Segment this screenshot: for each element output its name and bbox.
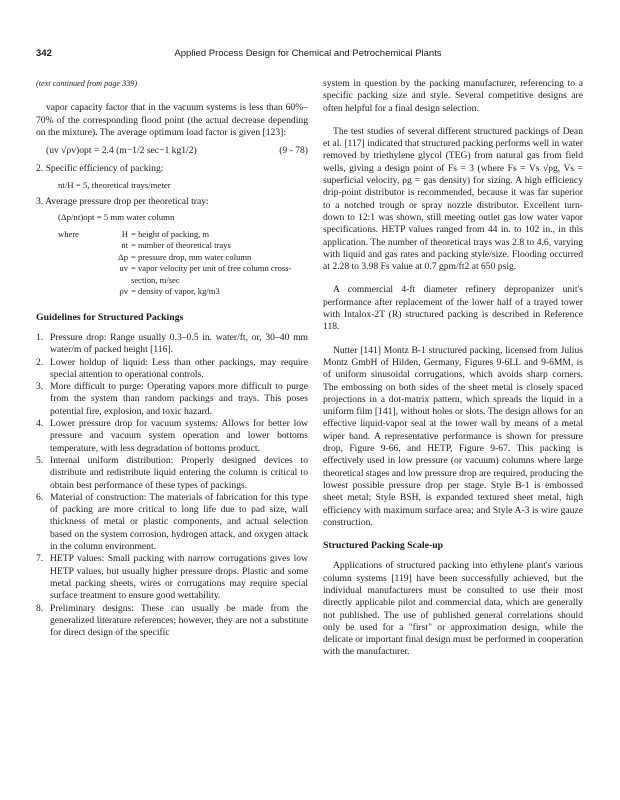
guideline-item: 7. HETP values: Small packing with narrow corrugations gives low HETP values, but usually higher pressure drops. Plastic and some metal packing sheets, wires or corrugations may require special surface treatment to ensure good wettability.: [36, 553, 308, 602]
guideline-item: 1. Pressure drop: Range usually 0.3–0.5 in. water/ft, or, 30–40 mm water/m of packed height [116].: [36, 331, 308, 356]
guideline-item: 2. Lower holdup of liquid: Less than other packings, may require special attention to operational controls.: [36, 356, 308, 380]
definition-row: ρv = density of vapor, kg/m3: [119, 286, 220, 297]
equation-9-78: [36, 145, 308, 157]
spec-item-2-text: 2. Specific efficiency of packing:: [36, 163, 164, 175]
guidelines-list: [36, 332, 308, 639]
definition-row: Δp = pressure drop, mm water column: [118, 251, 252, 262]
page-number: 342: [36, 48, 52, 59]
paragraph-depropanizer: A commercial 4-ft diameter refinery depropanizer unit's performance after replacement of the lower half of a trayed tower with Intalox-2T (R) structured packing is described in Reference 118.: [323, 284, 583, 333]
page-header: [36, 48, 580, 62]
spec-item-2-formula: nt/H = 5, theoretical trays/meter: [58, 179, 171, 190]
guidelines-heading: Guidelines for Structured Packings: [36, 311, 184, 323]
spec-item-3-formula: (Δp/nt)opt = 5 mm water column: [58, 212, 175, 223]
paragraph-continued: system in question by the packing manufacturer, referencing to a specific packing size and style. Several competitive designs are often helpful for a final design selection.: [323, 78, 583, 114]
guideline-item: 4. Lower pressure drop for vacuum systems: Allows for better low pressure and vacuum system operation and lower bottoms temperature, with less degradation of bottoms product.: [36, 418, 308, 454]
spec-item-3-text: 3. Average pressure drop per theoretical tray:: [36, 196, 209, 208]
spec-item-2: [36, 163, 308, 191]
guideline-item: 5. Internal uniform distribution: Properly designed devices to distribute and redistribute liquid entering the column is critical to obtain best performance of these types of packings.: [36, 454, 308, 491]
paragraph-montz: Nutter [141] Montz B-1 structured packing, licensed from Julius Montz GmbH of Hilden, Germany, Figures 9-6LL and 9-6MM, is of uniform sinusoidal corrugations, which avoids sharp corners. The embossing on both sides of the sheet metal is closely spaced projections in a dot-matrix pattern, which spreads the liquid in a uniform film [141], without holes or slots. The design allows for an effective liquid-vapor seal at the tower wall by means of a metal wiper band. A representative performance is shown for pressure drop, Figure 9-66, and HETP, Figure 9-67. This packing is effectively used in low pressure (or vacuum) columns where large theoretical stages and low pressure drop are required, producing the lowest possible pressure drop per stage. Style B-1 is embossed sheet metal; Style BSH, is expanded textured sheet metal, high efficiency with maximum surface area; and Style A-3 is wire gauze construction.: [323, 344, 584, 528]
guideline-item: 3. More difficult to purge: Operating vapors more difficult to purge from the system than random packings and trays. This poses potential fire, explosion, and toxic hazard.: [36, 381, 308, 417]
variable-definitions: [36, 229, 308, 298]
definition-row: nt = number of theoretical trays: [121, 240, 231, 251]
definition-row: uv = vapor velocity per unit of free column cross-section, m/sec: [119, 263, 292, 285]
guideline-item: 8. Preliminary designs: These can usually be made from the generalized literature references; however, they are not a substitute for direct design of the specific: [36, 602, 308, 639]
spec-item-3: [36, 196, 308, 224]
guideline-item: 6. Material of construction: The materials of fabrication for this type of packing are more critical to long life due to pad size, wall thickness of metal or plastic components, and actual selection based on the system corrosion, hydrogen attack, and oxygen attack in the column environment.: [36, 491, 308, 553]
paragraph-dean-study: The test studies of several different structured packings of Dean et al. [117] indicated that structured packing performs well in water removed by triethylene glycol (TEG) from natural gas from field wells, giving a design point of Fs = 3 (where Fs = Vs √ρg, Vs = superficial velocity, ρg = gas density) for sizing. A high efficiency drip-point distributor is recommended, because it was far superior to a notched trough or spray nozzle distributor. Excellent turn-down to 12:1 was shown, still meeting outlet gas low water vapor specifications. HETP values ranged from 44 in. to 102 in., in this application. The number of theoretical trays was 2.8 to 4.6, varying with liquid and gas rates and packing style/size. Flooding occurred at 2.28 to 3.98 Fs value at 0.7 gpm/ft2 at 650 psig.: [323, 125, 583, 273]
intro-paragraph: vapor capacity factor that in the vacuum systems is less than 60%–70% of the corresponding flood point (the actual decrease depending on the mixture). The average optimum load factor is given [123]:: [36, 102, 308, 138]
equation-number: (9 - 78): [279, 145, 308, 157]
paragraph-scale-up: Applications of structured packing into ethylene plant's various column systems [119] have been successfully achieved, but the individual manufacturers must be consulted to use their most directly applicable pilot and commercial data, which are generally not published. The use of published general correlations should only be used for a "first" or approximation design, while the delicate or important final design must be performed in cooperation with the manufacturer.: [323, 560, 583, 658]
equation-text: (uv √ρv)opt = 2.4 (m−1/2 sec−1 kg1/2): [46, 145, 197, 157]
scale-up-heading: Structured Packing Scale-up: [323, 540, 444, 552]
continued-note: (text continued from page 339): [36, 79, 138, 88]
spec-list: [36, 163, 308, 223]
definition-row: where H = height of packing, m: [58, 228, 210, 239]
running-title: Applied Process Design for Chemical and Petrochemical Plants: [174, 48, 442, 59]
right-column: [323, 78, 583, 659]
left-column: [36, 78, 308, 639]
